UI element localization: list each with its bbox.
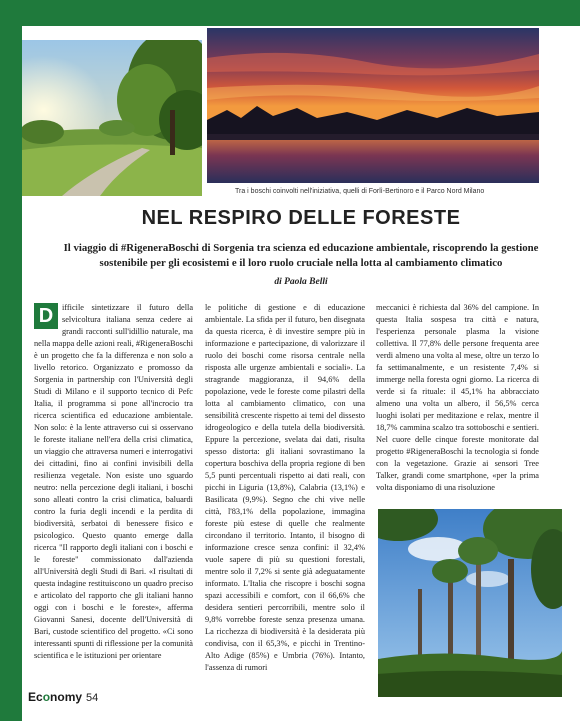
body-column-2 [205,302,365,702]
top-green-band [22,0,580,26]
article-byline: di Paola Belli [274,277,328,287]
body-text-col3: meccanici è richiesta dal 36% del campione. In questa Italia sospesa tra città e natura, l'esperienza personale plasma la visione collettiva. Il 77,8% delle persone frequenta aree verdi almeno una volta al mese, oltre un terzo lo fa settimanalmente, e un resistente 7,4% si immerge nella foresta ogni giorno. La ricerca di verde si fa rituale: il 45,1% ha abbracciato almeno una volta un albero, il 56,5% cerca luoghi isolati per meditazione e relax, mentre il 18,7% cammina scalzo tra sottoboschi e sentieri. Nel cuore delle cinque foreste monitorate dal progetto #RigeneraBoschi la tecnologia si fonde con la vegetazione. Grazie ai sensori Tree Talker, grandi come smartphone, «per la prima volta disponiamo di una risoluzione [376,303,539,492]
body-column-1 [34,302,193,702]
body-text-col2: le politiche di gestione e di educazione ambientale. La sfida per il futuro, ben disegnata da questa ricerca, è di investire sempre più in informazione e partecipazione, di valorizzare il ruolo dei boschi come risorsa centrale nella risposta alle urgenze ambientali e sociali». La stragrande maggioranza, il 94,6% della popolazione, vede le foreste come pilastri della lotta al cambiamento climatico, con una sensibilità crescente rispetto ai temi del dissesto idrogeologico e della tutela della biodiversità. Eppure la percezione, svelata dai dati, risulta spesso distorta: gli italiani sovrastimano la copertura boschiva della propria regione di ben 5,5 punti percentuali rispetto ai dati reali, con picchi in Liguria (13,8%), Calabria (13,1%) e Basilicata (9,9%). Segno che chi vive nelle città, l'83,1% della popolazione, immagina foreste più estese di quelle che realmente circondano il territorio. Intanto, il bisogno di informazione cresce senza confini: il 32,4% vuole sapere di più su questioni forestali, mentre solo il 7,2% si sente già adeguatamente informato. L'Italia che riscopre i boschi sogna spazi accessibili e comfort, con il 66,6% che desidera sentieri percorribili, mentre solo il 9,8% vorrebbe foreste senza presenza umana. La ricchezza di biodiversità è la desiderata più condivisa, con il 65,3%, e picchi in Trentino-Alto Adige (85%) e Umbria (76%). Intanto, l'assenza di rumori [205,303,365,672]
article-headline: NEL RESPIRO DELLE FORESTE [141,207,461,229]
magazine-page [22,26,580,721]
countryside-path-photo [22,40,202,196]
article-subtitle: Il viaggio di #RigeneraBoschi di Sorgenia tra scienza ed educazione ambientale, riscoprendo la gestione sostenibile per gli ecosistemi e il loro ruolo cruciale nella lotta al cambiamento climatico [63,242,539,269]
drop-cap: D [34,303,58,329]
body-text-col1: ifficile sintetizzare il futuro della selvicoltura italiana senza cedere ai grandi racconti sull'idillio naturale, ma nella mappa delle azioni reali, #RigeneraBoschi è un progetto che fa la differenza e non solo a livello retorico. Organizzato e promosso da Sorgenia in partnership con l'Università degli Studi di Milano e il supporto tecnico di Pefc Italia, il programma si pone all'incrocio tra ricerca scientifica ed educazione ambientale. Non solo: è la lente attraverso cui si osservano le foreste italiane nell'era della crisi climatica, un viaggio che attraversa numeri e interrogativi dei cittadini, fino ai confini invisibili della resilienza vegetale. Non esiste uno sguardo neutro: nella percezione degli italiani, i boschi sono alleati contro la crisi climatica, baluardi contro la furia degli incendi e la perdita di biodiversità, serbatoi di benessere fisico e psicologico. Questo quanto emerge dalla ricerca "Il rapporto degli italiani con i boschi e le foreste" commissionato dall'azienda all'Università degli Studi di Bari. «I risultati di questa indagine restituiscono un quadro preciso e articolato del rapporto che gli italiani hanno oggi con i boschi e le foreste», afferma Giovanni Sanesi, docente dell'Università di Bari, custode scientifico del progetto. «Ci sono interessanti spunti di riflessione per la comunità scientifica e le istituzioni per orientare [34,303,193,660]
left-green-band [0,0,22,721]
sunset-lake-photo [207,28,539,183]
magazine-logo: Economy [28,690,83,704]
body-column-3 [376,302,539,512]
forest-trees-photo [378,509,562,697]
page-footer [28,690,98,704]
photo-caption: Tra i boschi coinvolti nell'iniziativa, quelli di Forlì-Bertinoro e il Parco Nord Milano [235,188,485,195]
page-number: 54 [86,692,99,704]
